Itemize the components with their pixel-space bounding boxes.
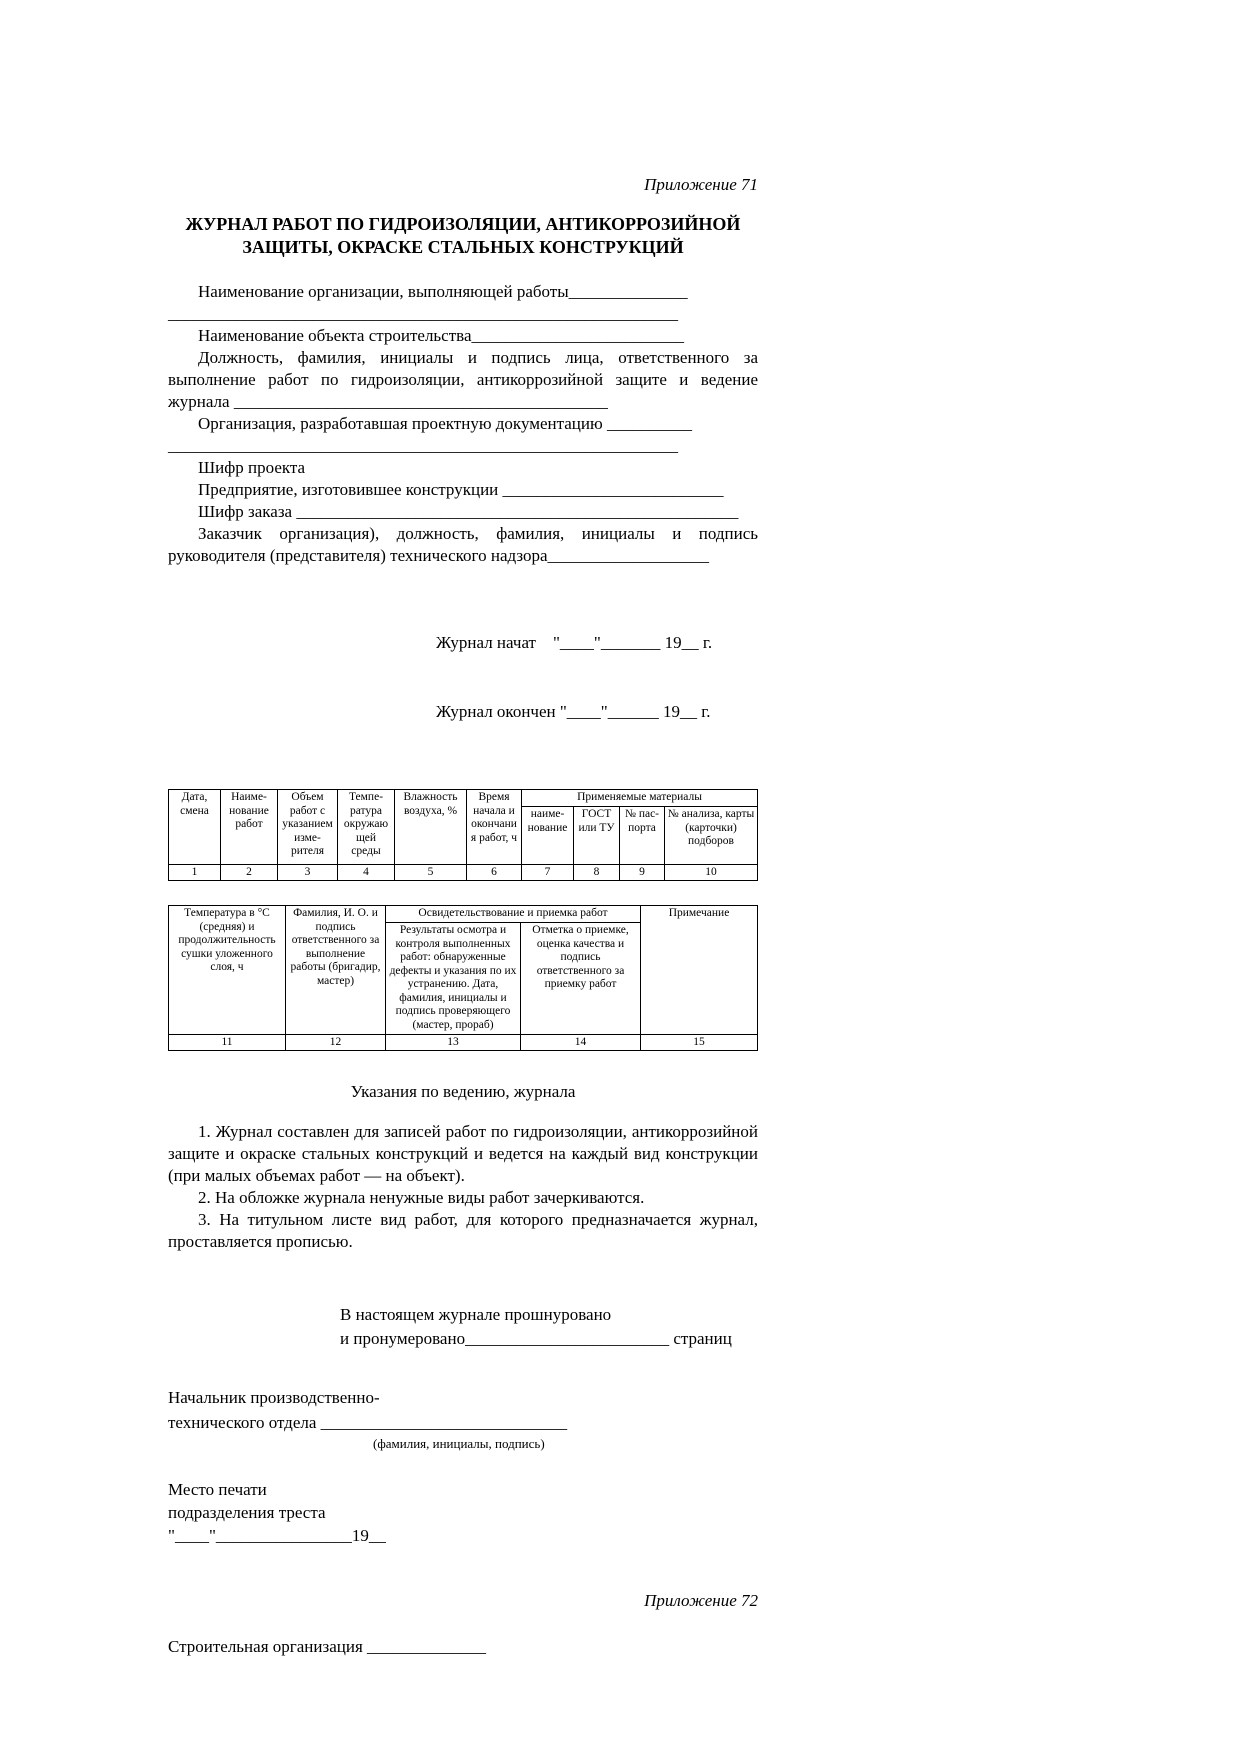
signature-title-line-1: Начальник производственно-: [168, 1388, 380, 1408]
field-organization-name: Наименование организации, выполняющей работы______________: [198, 282, 688, 302]
t2-column-numbers-row: [169, 1035, 758, 1051]
t2-header-drying-temperature: Температура в °С (средняя) и продолжительность сушки уложенного слоя, ч: [169, 906, 286, 1035]
form-fields-section: [168, 281, 758, 567]
seal-line-1: Место печати: [168, 1480, 267, 1500]
t1-header-work-time: Время начала и окончания работ, ч: [467, 790, 522, 865]
t2-header-acceptance-mark: Отметка о приемке, оценка качества и подпись ответственного за приемку работ: [521, 923, 641, 1035]
stitched-pages-note: [340, 1303, 758, 1351]
column-number: 1: [169, 865, 221, 881]
t1-header-work-name: Наиме-нование работ: [221, 790, 278, 865]
column-number: 9: [620, 865, 665, 881]
field-order-code: Шифр заказа ____________________________________________________: [198, 502, 739, 522]
instructions-list: [168, 1121, 758, 1253]
t2-header-notes: Примечание: [641, 906, 758, 1035]
seal-line-2: подразделения треста: [168, 1503, 326, 1523]
t2-header-inspection-results: Результаты осмотра и контроля выполненных работ: обнаруженные дефекты и указания по их устранению. Дата, фамилия, инициалы и подпись проверяющего (мастер, прораб): [386, 923, 521, 1035]
column-number: 6: [467, 865, 522, 881]
field-customer-supervisor: Заказчик организация), должность, фамилия, инициалы и подпись руководителя (представителя) технического надзора___________________: [168, 524, 758, 566]
materials-table: [168, 789, 758, 881]
t1-header-work-volume: Объем работ с указанием изме-рителя: [278, 790, 338, 865]
field-manufacturer: Предприятие, изготовившее конструкции __________________________: [198, 480, 724, 500]
column-number: 7: [522, 865, 574, 881]
t1-group-header-applied-materials: Применяемые материалы: [522, 790, 758, 807]
instruction-item-3: 3. На титульном листе вид работ, для которого предназначается журнал, проставляется прописью.: [168, 1210, 758, 1252]
journal-finished-line: Журнал окончен "____"______ 19__ г.: [436, 702, 711, 722]
column-number: 3: [278, 865, 338, 881]
appendix-72-label: Приложение 72: [644, 1591, 758, 1611]
construction-organization-line: Строительная организация ______________: [168, 1637, 487, 1657]
instruction-item-1: 1. Журнал составлен для записей работ по гидроизоляции, антикоррозийной защите и окраске стальных конструкций и ведется на каждый вид конструкции (при малых объемах работ — на объект).: [168, 1122, 758, 1186]
instructions-heading: Указания по ведению, журнала: [350, 1082, 576, 1102]
t1-column-numbers-row: [169, 865, 758, 881]
t1-header-ambient-temperature: Темпе-ратура окружающей среды: [338, 790, 395, 865]
column-number: 15: [641, 1035, 758, 1051]
blank-fill-line: ____________________________________________________________: [168, 304, 678, 324]
field-design-organization: Организация, разработавшая проектную документацию __________: [198, 414, 692, 434]
instruction-item-2: 2. На обложке журнала ненужные виды работ зачеркиваются.: [198, 1188, 645, 1208]
t1-header-gost-tu: ГОСТ или ТУ: [574, 807, 620, 865]
t1-header-analysis-number: № анализа, карты (карточки) подборов: [665, 807, 758, 865]
column-number: 10: [665, 865, 758, 881]
t2-header-row: [169, 906, 758, 923]
inspection-table: [168, 905, 758, 1051]
signature-caption: (фамилия, инициалы, подпись): [373, 1436, 545, 1452]
blank-fill-line: ____________________________________________________________: [168, 436, 678, 456]
field-project-code: Шифр проекта: [198, 458, 306, 478]
t1-header-material-name: наиме-нование: [522, 807, 574, 865]
column-number: 14: [521, 1035, 641, 1051]
column-number: 11: [169, 1035, 286, 1051]
t1-header-air-humidity: Влажность воздуха, %: [395, 790, 467, 865]
document-page: [168, 175, 758, 1657]
seal-block: [168, 1478, 758, 1547]
field-object-name: Наименование объекта строительства_________________________: [198, 326, 685, 346]
stitched-line-2: и пронумеровано________________________ страниц: [340, 1329, 732, 1349]
column-number: 8: [574, 865, 620, 881]
signature-title-line-2: технического отдела _____________________________: [168, 1413, 568, 1433]
t1-header-date-shift: Дата, смена: [169, 790, 221, 865]
t1-header-passport-number: № пас-порта: [620, 807, 665, 865]
signature-block: [168, 1385, 758, 1452]
t2-group-header-inspection-acceptance: Освидетельствование и приемка работ: [386, 906, 641, 923]
field-responsible-person: Должность, фамилия, инициалы и подпись лица, ответственного за выполнение работ по гидроизоляции, антикоррозийной защите и ведение журнала ____________________________________________: [168, 348, 758, 412]
column-number: 5: [395, 865, 467, 881]
column-number: 4: [338, 865, 395, 881]
journal-dates-block: [436, 585, 758, 769]
t2-header-responsible-signature: Фамилия, И. О. и подпись ответственного за выполнение работы (бригадир, мастер): [286, 906, 386, 1035]
column-number: 12: [286, 1035, 386, 1051]
stitched-line-1: В настоящем журнале прошнуровано: [340, 1305, 612, 1325]
seal-date-line: "____"________________19__: [168, 1526, 386, 1546]
appendix-71-label: Приложение 71: [644, 175, 758, 194]
document-title: ЖУРНАЛ РАБОТ ПО ГИДРОИЗОЛЯЦИИ, АНТИКОРРОЗИЙНОЙ ЗАЩИТЫ, ОКРАСКЕ СТАЛЬНЫХ КОНСТРУКЦИЙ: [185, 214, 741, 258]
column-number: 13: [386, 1035, 521, 1051]
t1-header-row: [169, 790, 758, 807]
column-number: 2: [221, 865, 278, 881]
journal-started-line: Журнал начат "____"_______ 19__ г.: [436, 633, 713, 653]
